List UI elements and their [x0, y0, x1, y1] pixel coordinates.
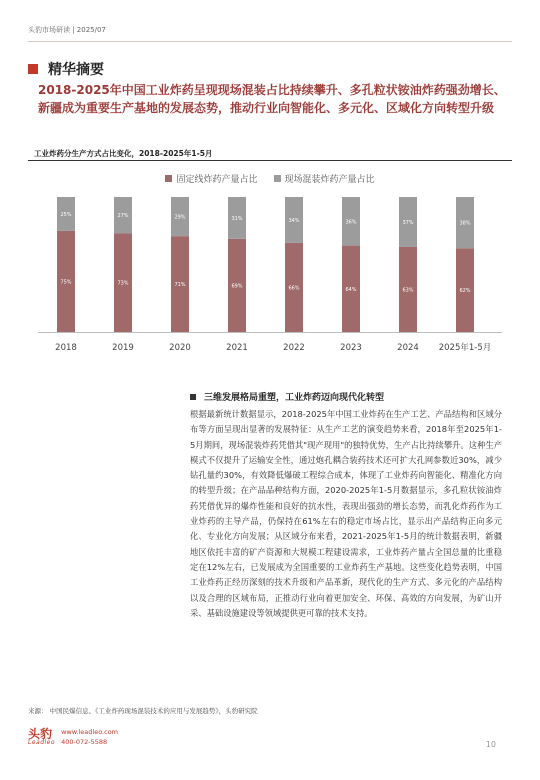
data-label-onsite: 36% — [345, 219, 357, 226]
section-title: 精华摘要 — [48, 62, 104, 78]
footer-logo[interactable] — [28, 727, 118, 747]
source-note: 来源： 中国民爆信息、《工业炸药现场混装技术的应用与发展趋势》，头豹研究院 — [28, 707, 258, 715]
data-label-onsite: 34% — [288, 217, 300, 224]
x-tick-label: 2022 — [283, 343, 305, 353]
subsection-title: 三维发展格局重塑，工业炸药迈向现代化转型 — [204, 393, 385, 403]
header-title: 头豹市场研读 | 2025/07 — [28, 26, 106, 34]
data-label-fixed: 62% — [459, 288, 471, 295]
logo-mark — [28, 728, 55, 746]
x-tick-label: 2025年1-5月 — [438, 343, 492, 353]
legend-label-onsite: 现场混装炸药产量占比 — [284, 175, 375, 185]
data-label-onsite: 29% — [174, 214, 186, 221]
data-label-onsite: 38% — [459, 220, 471, 227]
data-label-onsite: 31% — [231, 215, 243, 222]
data-label-onsite: 25% — [60, 211, 72, 218]
data-label-fixed: 64% — [345, 286, 357, 293]
x-tick-label: 2018 — [55, 343, 77, 353]
data-label-fixed: 73% — [117, 280, 129, 287]
subsection-marker-icon — [190, 394, 196, 400]
body-paragraph: 根据最新统计数据显示，2018-2025年中国工业炸药在生产工艺、产品结构和区域分布等方面呈现出显著的发展特征：从生产工艺的演变趋势来看，2018年至2025年1-5月期间，现场混装炸药凭借其"现产现用"的独特优势，生产占比持续攀升。这种生产模式不仅提升了运输安全性，通过炮孔耦合装药技术还可扩大孔网参数近30%，减少钻孔量约30%，有效降低爆破工程综合成本，体现了工业炸药向智能化、精准化方向的转型升级；在产品品种结构方面，2020-2025年1-5月数据显示，多孔粒状铵油炸药凭借优异的爆炸性能和良好的抗水性，表现出强劲的增长态势，而乳化炸药作为工业炸药的主导产品，仍保持在61%左右的稳定市场占比，显示出产品结构正向多元化、专业化方向发展；从区域分布来看，2021-2025年1-5月的统计数据表明，新疆地区依托丰富的矿产资源和大规模工程建设需求，工业炸药产量占全国总量的比重稳定在12%左右，已发展成为全国重要的工业炸药生产基地。这些变化趋势表明，中国工业炸药正经历深刻的技术升级和产品革新，现代化的生产方式、多元化的产品结构以及合理的区域布局，正推动行业向着更加安全、环保、高效的方向发展，为矿山开采、基础设施建设等领域提供更可靠的技术支持。 — [190, 409, 502, 618]
data-label-fixed: 71% — [174, 282, 186, 289]
footer-contact — [61, 727, 118, 747]
x-tick-label: 2024 — [397, 343, 419, 353]
data-label-fixed: 63% — [402, 287, 414, 294]
footer-phone: 400-072-5588 — [61, 738, 108, 746]
logo-english: Leadleo — [28, 739, 56, 746]
page-number: 10 — [485, 740, 496, 749]
headline: 2018-2025年中国工业炸药呈现现场混装占比持续攀升、多孔粒状铵油炸药强劲增长、新疆成为重要生产基地的发展态势，推动行业向智能化、多元化、区域化方向转型升级 — [38, 83, 506, 115]
chart-title: 工业炸药分生产方式占比变化，2018-2025年1-5月 — [34, 149, 213, 158]
subsection-heading — [190, 390, 384, 403]
x-tick-label: 2021 — [226, 343, 248, 353]
data-label-onsite: 27% — [117, 213, 129, 220]
footer-website[interactable]: www.leadleo.com — [61, 728, 119, 736]
x-tick-label: 2023 — [340, 343, 362, 353]
data-label-fixed: 69% — [231, 283, 243, 290]
logo-chinese: 头豹 — [28, 727, 53, 741]
x-tick-label: 2019 — [112, 343, 134, 353]
data-label-onsite: 37% — [402, 219, 414, 226]
data-label-fixed: 66% — [288, 285, 300, 292]
legend-label-fixed: 固定线炸药产量占比 — [176, 175, 258, 185]
x-tick-label: 2020 — [169, 343, 191, 353]
data-label-fixed: 75% — [60, 279, 72, 286]
stacked-bar-chart — [0, 0, 540, 380]
